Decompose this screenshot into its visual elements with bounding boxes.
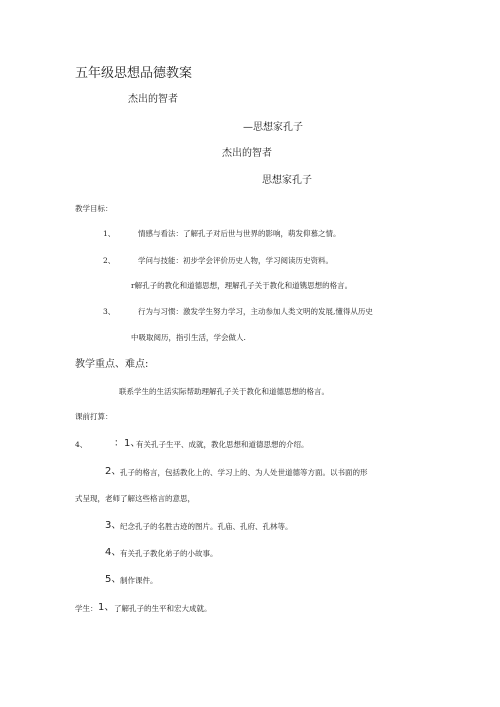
- preparation-label: 4、: [75, 440, 88, 449]
- prep-1-text: 有关孔子生平、成就，教化思想和道德思想的介绍。: [136, 440, 309, 449]
- key-points-heading: 教学重点、难点:: [75, 359, 149, 370]
- subtitle-3: 杰出的智者: [222, 148, 272, 159]
- prep-3-number: 3、: [105, 520, 122, 531]
- prep-2-text: 孔子的格言，包括教化上的、学习上的、为人处世道德等方面。以书面的形: [120, 468, 368, 477]
- prep-5-number: 5、: [105, 574, 122, 585]
- goal-2-continuation: r解孔子的教化和道德思想，理解孔子关于教化和道镌思想的格言。: [131, 281, 353, 290]
- prep-4-text: 有关孔子教化弟子的小故事。: [120, 549, 218, 558]
- goal-1-text: 情感与看法：了解孔子对后世与世界的影响，萌发仰慕之情。: [138, 229, 341, 238]
- goals-heading: 教学目标：: [75, 204, 113, 213]
- student-1-number: 1、: [98, 602, 115, 613]
- goal-3-text: 行为与习惯：激发学生努力学习，主动参加人类文明的发展,懂得从历史: [138, 307, 373, 316]
- prep-2-continuation: 式呈现，老师了解这些格言的意思，: [75, 494, 195, 503]
- preparation-heading: 课前打算：: [75, 412, 113, 421]
- subtitle-4: 思想家孔子: [262, 175, 312, 186]
- key-points-text: 联系学生的生活实际帮助理解孔子关于教化和道德思想的格言。: [119, 387, 329, 396]
- student-label: 学生：: [75, 604, 98, 613]
- subtitle-2: —思想家孔子: [243, 122, 303, 133]
- prep-2-number: 2、: [105, 466, 122, 477]
- goal-2-text: 学问与技能：初步学会评价历史人物，学习阅读历史资料。: [138, 256, 333, 265]
- student-1-text: 了解孔子的生平和宏大成就。: [114, 604, 212, 613]
- goal-3-continuation: 中吸取阅历，指引生活，学会做人.: [131, 333, 246, 342]
- prep-4-number: 4、: [105, 547, 122, 558]
- goal-2-number: 2、: [103, 256, 116, 265]
- prep-1-number: ：1、: [114, 438, 141, 449]
- prep-3-text: 纪念孔子的名胜古迹的图片。孔庙、孔府、孔林等。: [120, 522, 293, 531]
- prep-5-text: 制作课件。: [120, 576, 158, 585]
- subtitle-1: 杰出的智者: [128, 94, 178, 105]
- goal-1-number: 1、: [103, 229, 116, 238]
- document-title: 五年级思想品德教案: [75, 66, 193, 81]
- goal-3-number: 3、: [103, 307, 116, 316]
